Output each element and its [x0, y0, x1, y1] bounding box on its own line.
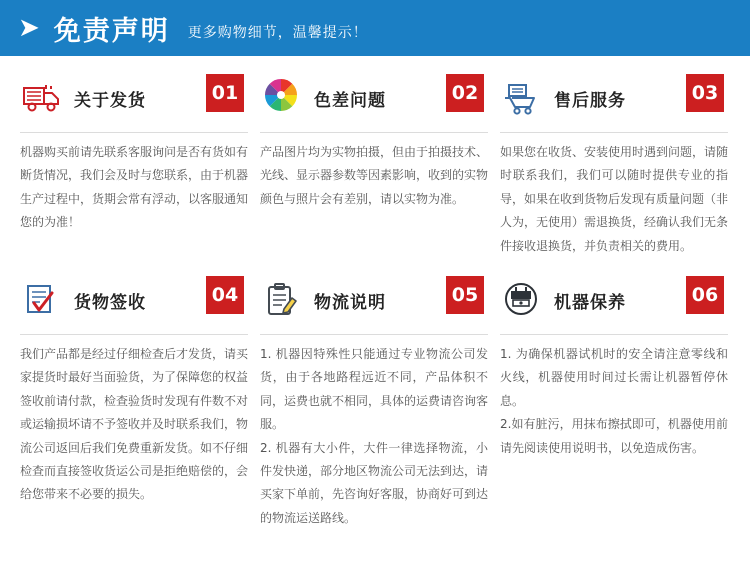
disclaimer-card-logistics: [254, 276, 494, 530]
card-title: 机器保养: [554, 292, 626, 313]
card-body: [500, 343, 728, 460]
card-divider: [260, 334, 488, 335]
card-paragraph: 1. 机器因特殊性只能通过专业物流公司发货，由于各地路程远近不同，产品体积不同，运费也就不相同，具体的运费请咨询客服。: [260, 346, 489, 432]
card-body: [20, 141, 248, 235]
card-number-badge: 03: [686, 74, 724, 112]
card-row-2: [14, 276, 736, 530]
card-body: [260, 343, 488, 530]
disclaimer-card-aftersales: [494, 74, 734, 258]
card-paragraph: 2. 机器有大小件，大件一律选择物流，小件发快递，部分地区物流公司无法到达，请买家下单前，先咨询好客服，协商好可到达的物流运送路线。: [260, 440, 489, 525]
page-header: [0, 0, 750, 56]
card-paragraph: 2.如有脏污，用抹布擦拭即可，机器使用前请先阅读使用说明书，以免造成伤害。: [500, 417, 728, 455]
card-paragraph: 我们产品都是经过仔细检查后才发货，请买家提货时最好当面验货，为了保障您的权益签收前请付款，检查验货时发现有件数不对或运输损坏请不予签收并及时联系我们，物流公司返回后我们免费重新发货。如不仔细检查而直接签收货运公司是拒绝赔偿的，会给您带来不必要的损失。: [20, 346, 249, 502]
card-body: [260, 141, 488, 211]
card-number-badge: 06: [686, 276, 724, 314]
shopping-cart-icon: [500, 74, 546, 120]
card-paragraph: 1. 为确保机器试机时的安全请注意零线和火线，机器使用时间过长需让机器暂停休息。: [500, 346, 728, 408]
card-number-badge: 01: [206, 74, 244, 112]
right-arrow-icon: ➤: [18, 13, 38, 43]
disclaimer-card-receiving: [14, 276, 254, 507]
page-title: 免责声明: [53, 15, 170, 47]
card-divider: [260, 132, 488, 133]
disclaimer-card-maintenance: [494, 276, 734, 460]
card-header: [500, 276, 728, 328]
card-title: 物流说明: [314, 292, 386, 313]
card-header: [20, 74, 248, 126]
card-divider: [500, 132, 728, 133]
truck-icon: [20, 74, 66, 120]
card-paragraph: 如果您在收货、安装使用时遇到问题，请随时联系我们，我们可以随时提供专业的指导，如果在收到货物后发现有质量问题（非人为，无使用）需退换货，经确认我们无条件接收退换货，并负责相关的费用。: [500, 145, 729, 253]
card-title: 货物签收: [74, 292, 146, 313]
card-title: 售后服务: [554, 91, 626, 111]
page-subtitle: 更多购物细节，温馨提示！: [187, 25, 368, 41]
card-divider: [20, 132, 248, 133]
disclaimer-card-color: [254, 74, 494, 211]
card-title: 关于发货: [74, 91, 146, 111]
clipboard-icon: [260, 276, 306, 322]
card-number-badge: 02: [446, 74, 484, 112]
color-wheel-icon: [260, 74, 306, 120]
card-header: [260, 276, 488, 328]
checklist-icon: [20, 276, 66, 322]
card-header: [260, 74, 488, 126]
card-header: [20, 276, 248, 328]
disclaimer-card-shipping: [14, 74, 254, 235]
card-number-badge: 04: [206, 276, 244, 314]
card-title: 色差问题: [314, 91, 386, 111]
card-row-1: [14, 74, 736, 258]
card-divider: [20, 334, 248, 335]
card-number-badge: 05: [446, 276, 484, 314]
card-divider: [500, 334, 728, 335]
card-body: [20, 343, 248, 507]
card-paragraph: 机器购买前请先联系客服询问是否有货如有断货情况，我们会及时与您联系，由于机器生产过程中，货期会常有浮动，以客服通知您的为准！: [20, 145, 249, 230]
card-paragraph: 产品图片均为实物拍摄，但由于拍摄技术、光线、显示器参数等因素影响，收到的实物颜色与照片会有差别，请以实物为准。: [260, 145, 489, 206]
disclaimer-grid: [0, 56, 750, 530]
machine-icon: [500, 276, 546, 322]
card-header: [500, 74, 728, 126]
card-body: [500, 141, 728, 258]
